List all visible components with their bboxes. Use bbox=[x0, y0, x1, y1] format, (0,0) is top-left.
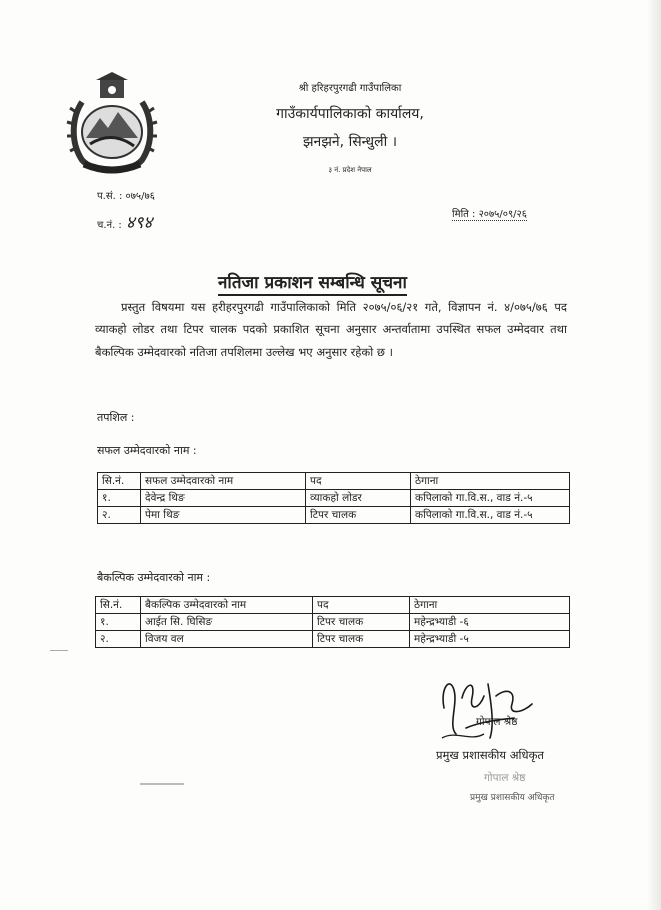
patra-sankhya: प.सं. : ०७५/७६ bbox=[97, 191, 155, 202]
alternate-heading: बैकल्पिक उम्मेदवारको नाम : bbox=[97, 571, 211, 584]
alternate-candidates-table bbox=[95, 596, 570, 648]
chalani-number bbox=[97, 210, 152, 233]
column-header: पद bbox=[313, 597, 410, 614]
table-row bbox=[96, 631, 570, 648]
chalani-label: च.नं. : bbox=[97, 220, 122, 231]
stamp-name: गोपाल श्रेष्ठ bbox=[484, 772, 526, 784]
office-location: झनझने, सिन्धुली । bbox=[302, 134, 398, 150]
successful-candidates-table bbox=[97, 472, 570, 524]
table-cell: २. bbox=[98, 507, 141, 524]
table-cell: विजय वल bbox=[141, 631, 313, 648]
stamp-title: प्रमुख प्रशासकीय अधिकृत bbox=[470, 793, 555, 803]
table-cell: महेन्द्रभ्याडी -६ bbox=[410, 614, 570, 631]
table-row bbox=[98, 507, 570, 524]
table-row bbox=[98, 490, 570, 507]
municipality-name: श्री हरिहरपुरगढी गाउँपालिका bbox=[298, 83, 402, 94]
table-cell: पेमा थिङ bbox=[141, 507, 306, 524]
column-header: सफल उम्मेदवारको नाम bbox=[141, 473, 306, 490]
letter-date: मिति : २०७५/०९/२६ bbox=[452, 206, 527, 221]
details-label: तपशिल : bbox=[97, 411, 135, 424]
table-cell: देवेन्द्र थिङ bbox=[141, 490, 306, 507]
table-cell: टिपर चालक bbox=[306, 507, 411, 524]
nepal-emblem-icon bbox=[62, 72, 162, 182]
column-header: ठेगाना bbox=[410, 597, 570, 614]
table-cell: २. bbox=[96, 631, 141, 648]
table-cell: महेन्द्रभ्याडी -५ bbox=[410, 631, 570, 648]
signatory-title: प्रमुख प्रशासकीय अधिकृत bbox=[436, 748, 544, 762]
handwritten-signature bbox=[436, 668, 556, 748]
table-cell: टिपर चालक bbox=[313, 614, 410, 631]
table-cell: टिपर चालक bbox=[313, 631, 410, 648]
office-name: गाउँकार्यपालिकाको कार्यालय, bbox=[276, 106, 424, 122]
notice-title: नतिजा प्रकाशन सम्बन्धि सूचना bbox=[218, 270, 407, 296]
province-name: ३ नं. प्रदेश नेपाल bbox=[328, 166, 372, 174]
column-header: ठेगाना bbox=[411, 473, 570, 490]
notice-body: प्रस्तुत विषयमा यस हरीहरपुरगढी गाउँपालिकाको मिति २०७५/०६/२१ गते, विज्ञापन नं. ४/०७५/७६ पद व्याकहो लोडर तथा टिपर चालक पदको प्रकाशित सूचना अनुसार अन्तर्वातामा उपस्थित सफल उम्मेदवार तथा बैकल्पिक उम्मेदवारको नतिजा तपशिलमा उल्लेख भए अनुसार रहेको छ । bbox=[95, 300, 567, 359]
successful-heading: सफल उम्मेदवारको नाम : bbox=[97, 444, 197, 457]
column-header: पद bbox=[306, 473, 411, 490]
signatory-name: गोपाल श्रेष्ठ bbox=[476, 716, 518, 728]
table-row bbox=[96, 614, 570, 631]
table-cell: १. bbox=[98, 490, 141, 507]
page-shadow-edge bbox=[647, 0, 661, 910]
table-cell: कपिलाको गा.वि.स., वाड नं.-५ bbox=[411, 507, 570, 524]
column-header: सि.नं. bbox=[96, 597, 141, 614]
table-header-row bbox=[98, 473, 570, 490]
table-header-row bbox=[96, 597, 570, 614]
table-cell: १. bbox=[96, 614, 141, 631]
margin-mark bbox=[50, 650, 68, 651]
table-cell: कपिलाको गा.वि.स., वाड नं.-५ bbox=[411, 490, 570, 507]
margin-mark bbox=[140, 783, 184, 785]
table-cell: व्याकहो लोडर bbox=[306, 490, 411, 507]
chalani-value: ४९४ bbox=[125, 213, 153, 233]
column-header: बैकल्पिक उम्मेदवारको नाम bbox=[141, 597, 313, 614]
table-cell: आईत सि. घिसिङ bbox=[141, 614, 313, 631]
column-header: सि.नं. bbox=[98, 473, 141, 490]
